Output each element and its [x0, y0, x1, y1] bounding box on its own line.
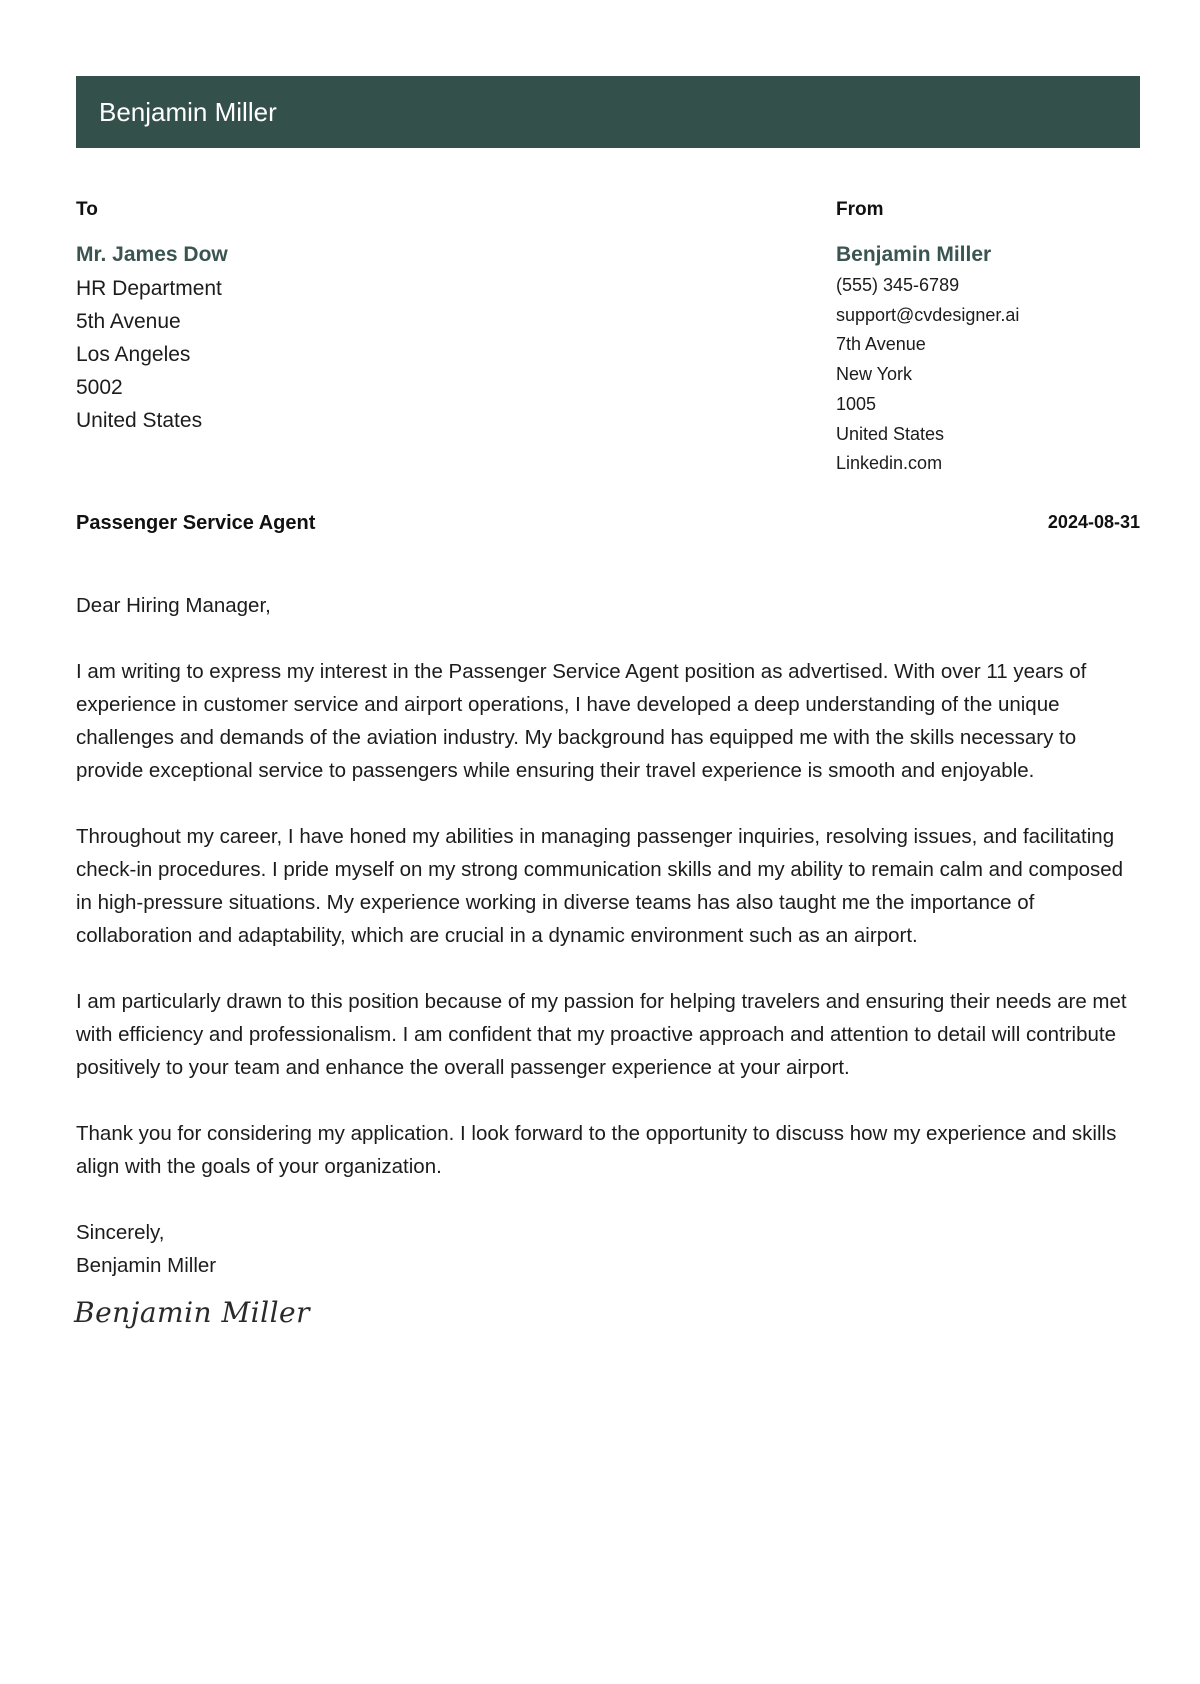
sender-phone: (555) 345-6789 — [836, 275, 960, 295]
sender-name: Benjamin Miller — [836, 243, 992, 266]
recipient-street: 5th Avenue — [76, 310, 181, 333]
recipient-name: Mr. James Dow — [76, 243, 228, 266]
closing-name: Benjamin Miller — [76, 1254, 217, 1277]
sender-city: New York — [836, 364, 913, 385]
recipient-postal-code: 5002 — [76, 376, 123, 399]
sender-block — [836, 240, 1156, 479]
header-bar — [76, 76, 1140, 148]
paragraph: I am particularly drawn to this position because of my passion for helping travelers and ensuring their needs are met with efficiency and professionalism. I am confident that my proactive approach and attention to detail will contribute positively to your team and enhance the overall passenger experience at your airport. — [76, 990, 1127, 1079]
handwritten-signature: Benjamin Miller — [74, 1296, 310, 1329]
header-name: Benjamin Miller — [99, 97, 277, 127]
recipient-country: United States — [76, 409, 203, 432]
closing: Sincerely, — [76, 1221, 165, 1244]
paragraph: I am writing to express my interest in the Passenger Service Agent position as advertised. With over 11 years of experience in customer service and airport operations, I have developed a deep understanding of the unique challenges and demands of the aviation industry. My background has equipped me with the skills necessary to provide exceptional service to passengers while ensuring their travel experience is smooth and enjoyable. — [76, 660, 1087, 782]
recipient-city: Los Angeles — [76, 343, 191, 366]
sender-country: United States — [836, 423, 945, 444]
sender-label: From — [836, 199, 884, 220]
sender-email: support@cvdesigner.ai — [836, 304, 1020, 325]
paragraph: Throughout my career, I have honed my abilities in managing passenger inquiries, resolving issues, and facilitating check-in procedures. I pride myself on my strong communication skills and my ability to remain calm and composed in high-pressure situations. My experience working in diverse teams has also taught me the importance of collaboration and adaptability, which are crucial in a dynamic environment such as an airport. — [76, 825, 1124, 947]
sender-street: 7th Avenue — [836, 334, 926, 355]
recipient-department: HR Department — [76, 277, 222, 300]
paragraph: Thank you for considering my application. I look forward to the opportunity to discuss how my experience and skills align with the goals of your organization. — [76, 1122, 1117, 1178]
sender-linkedin: Linkedin.com — [836, 453, 943, 474]
sender-postal-code: 1005 — [836, 393, 877, 414]
recipient-label: To — [76, 199, 98, 220]
letter-subject: Passenger Service Agent — [76, 512, 316, 534]
greeting: Dear Hiring Manager, — [76, 594, 271, 617]
letter-date: 2024-08-31 — [1047, 512, 1140, 532]
recipient-block — [76, 240, 676, 437]
letter-body — [76, 589, 1140, 1315]
closing-block — [76, 1216, 1140, 1282]
